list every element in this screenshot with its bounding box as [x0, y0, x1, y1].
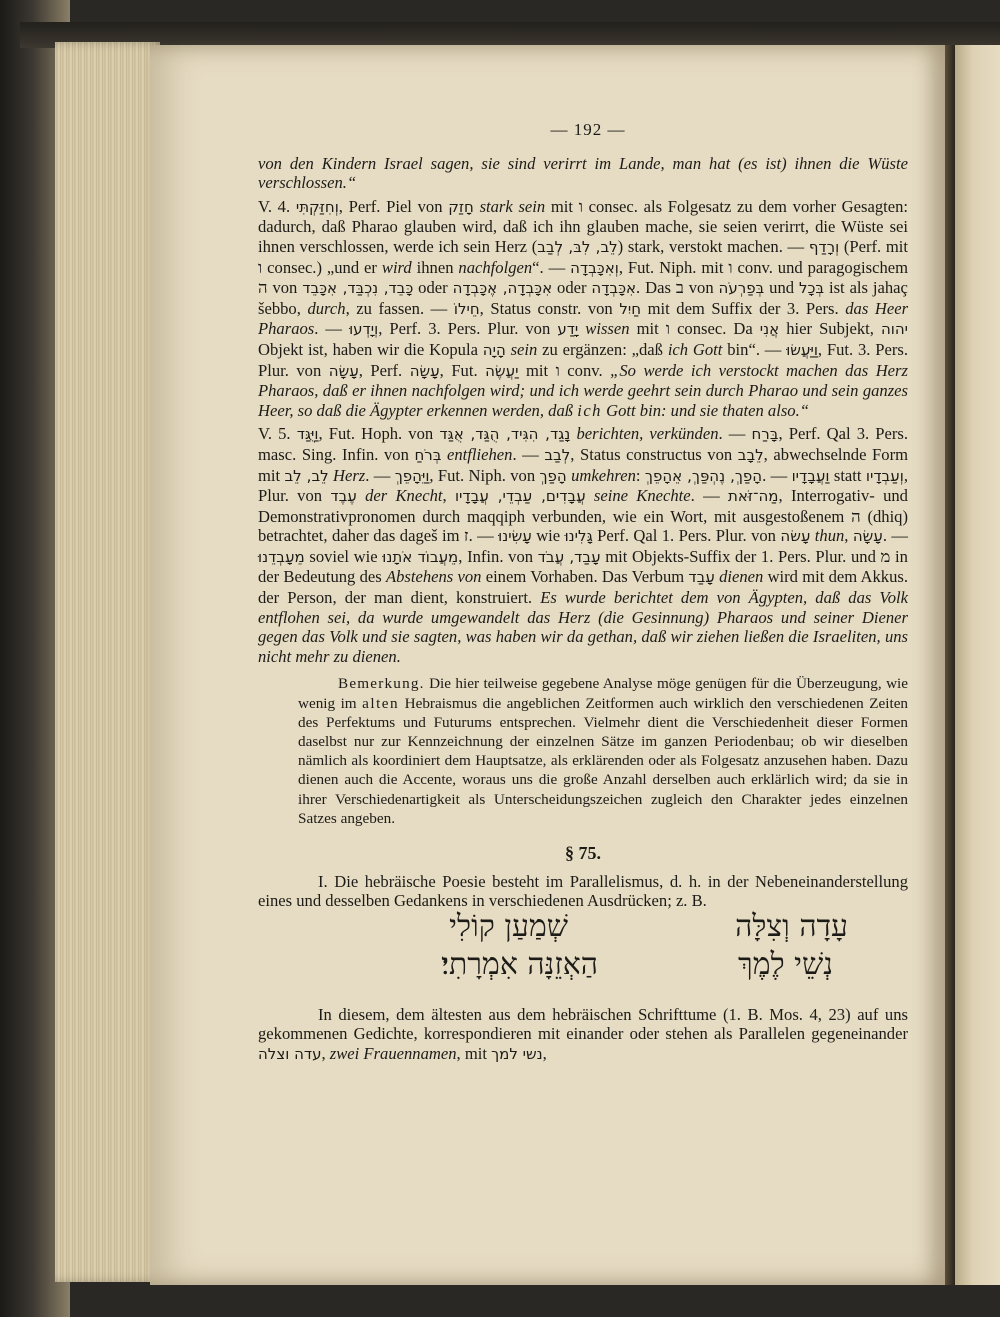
page-text [258, 120, 908, 1065]
remark-heading: Bemerkung. [338, 675, 425, 693]
page-number: — 192 — [550, 120, 626, 139]
page-stack [55, 42, 160, 1282]
section-heading: § 75. [565, 843, 601, 864]
verse-4-paragraph: V. 4. וְחִזַּקְתִּי, Perf. Piel von חָזַק stark sein mit ו consec. als Folgesatz zu dem vorher Gesagten: dadurch, daß Pharao glauben wird, daß ich ihn glauben mache, sie seien verirrt, die Wüste sei ihnen verschlossen, werde ich sein Herz (לֵב, לִבּ, לְבַב) stark, verstokt machen. — וְרָדַף (Perf. mit ו consec.) „und er wird ihnen nachfolgen“. — וְאִכָּבְדָה, Fut. Niph. mit ו conv. und paragogischem ה von כָּבֵד, נִכְבַּד, אִכָּבֵד oder אִכָּבְדָה, אֶכָּבְדָה oder אִכָּבְדָה. Das ב von בְּפַרְעֹה und בְּכָל ist als jahaç šebbo, durch, zu fassen. — חֵילוֹ, Status constr. von חַיִל mit dem Suffix der 3. Pers. das Heer Pharaos. — וְיָדְעוּ, Perf. 3. Pers. Plur. von יָדַע wissen mit ו consec. Da אֲנִי hier Subjekt, יהוה Objekt ist, haben wir die Kopula הָיָה sein zu ergänzen: „daß ich Gott bin“. — וַיַּעֲשׂוּ, Fut. 3. Pers. Plur. von עָשָׂה, Perf. עָשָׂה, Fut. יַעֲשֶׂה mit ו conv. „So werde ich verstockt machen das Herz Pharaos, daß er ihnen nachfolgen wird; und ich werde geehrt sein durch Pharao und sein ganzes Heer, so daß die Ägypter erkennen werden, daß ich Gott bin: und sie thaten also.“ [258, 196, 909, 420]
poem-line-2-right: נְשֵׁי לֶמֶךְ [738, 946, 833, 982]
facing-page [955, 45, 1000, 1285]
book-gutter [945, 45, 955, 1285]
poem-line-1-left: שְׁמַעַן קוֹלִי [449, 908, 568, 944]
hebrew-poem [258, 908, 908, 997]
section-intro-paragraph: I. Die hebräische Poesie besteht im Parallelismus, d. h. in der Nebeneinanderstellung eines und desselben Gedankens in verschiedenen Ausdrücken; z. B. [258, 871, 908, 911]
closing-paragraph: In diesem, dem ältesten aus dem hebräischen Schrifttume (1. B. Mos. 4, 23) auf uns gekommenen Gedichte, korrespondieren mit einander oder stehen als Parallelen gegeneinander עדה וצלה, zwei Frauennamen, mit נשי למך, [258, 1004, 908, 1064]
verse-5-paragraph: V. 5. וַיֻּגַּד, Fut. Hoph. von נָגַד, הִגִּיד, הֻגַּד, אֻגַּד berichten, verkünden. — בָּרַח, Perf. Qal 3. Pers. masc. Sing. Infin. von בְּרֹחַ entfliehen. — לְבַב, Status constructus von לֵבָב, abwechselnde Form mit לֵב, לֵב Herz. — וַיֵּהָפֵךְ, Fut. Niph. von הָפַךְ umkehren: הָפַךְ, נֶהְפַּךְ, אֵהָפֵךְ. — וַעֲבָדָיו statt וְעַבְדָיו, Plur. von עֶבֶד der Knecht, עֲבָדִים, עַבְדֵי, עֲבָדָיו seine Knechte. — מַה־זֹּאת, Interrogativ- und Demonstrativpronomen durch maqqiph verbunden, wie ein Wort, mit ausgestoßenem ה (dhiq) betrachtet, daher das dageš im ז. — עָשִׂינוּ wie גָּלִינוּ Perf. Qal 1. Pers. Plur. von עָשׂה thun, עָשָׂה. — מֵעָבְדֵנוּ soviel wie מֵעֲבוֹד אֹתָנוּ, Infin. von עָבַד, עֲבֹד mit Objekts-Suffix der 1. Pers. Plur. und מ in der Bedeutung des Abstehens von einem Vorhaben. Das Verbum עָבַד dienen wird mit dem Akkus. der Person, der man dient, konstruiert. Es wurde berichtet dem von Ägypten, daß das Volk entflohen sei, da wurde umgewandelt das Herz (die Gesinnung) Pharaos und seiner Diener gegen das Volk und sie sagten, was haben wir da gethan, daß wir ziehen ließen die Israeliten, uns nicht mehr zu dienen. [258, 424, 909, 666]
remark-paragraph: Bemerkung. Die hier teilweise gegebene Analyse möge genügen für die Überzeugung, wie wenig im alten Hebraismus die angeblichen Zeitformen auch wirklich den verschiedenen Zeiten des Perfektums und Futurums entsprechen. Vielmehr dient die Verschiedenheit dieser Formen daselbst nur zur Kennzeichnung der einzelnen Sätze im ganzen Periodenbau; ob wir dieselben nämlich als koordiniert dem Hauptsatze, als erklärenden oder als Folgesatz anzusehen haben. Dazu dienen auch die Accente, woraus uns die große Anzahl derselben auch erklärlich wird; da sie in ihrer Verschiedenartigkeit als Unterscheidungszeichen zugleich den Charakter jedes einzelnen Satzes angeben. [298, 675, 909, 827]
poem-line-1-right: עָדָה וְצִלָּה [735, 908, 848, 944]
paragraph-continuation: von den Kindern Israel sagen, sie sind verirrt im Lande, man hat (es ist) ihnen die Wüste verschlossen.“ [258, 153, 908, 193]
poem-line-2-left: הַאְזֵנָּה אִמְרָתִי׃ [441, 946, 598, 982]
